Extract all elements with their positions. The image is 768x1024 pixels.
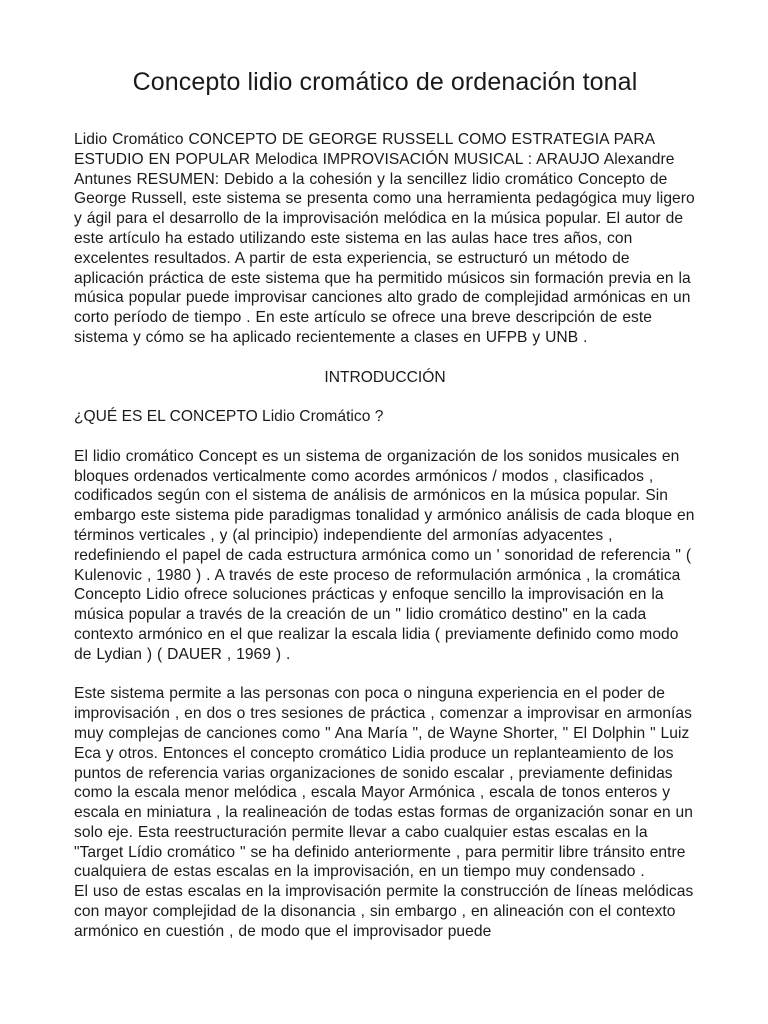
spacer — [74, 427, 696, 447]
body-paragraph-3: El uso de estas escalas en la improvisación permite la construcción de líneas melódicas con mayor complejidad de la disonancia , sin embargo , en alineación con el contexto armónico en cuestión , de modo que el improvisador puede — [74, 883, 694, 940]
body-paragraph-2: Este sistema permite a las personas con poca o ninguna experiencia en el poder de improvisación , en dos o tres sesiones de práctica , comenzar a improvisar en armonías muy complejas de canciones como " Ana María ", de Wayne Shorter, " El Dolphin " Luiz Eca y otros. Entonces el concepto cromático Lidia produce un replanteamiento de los puntos de referencia varias organizaciones de sonido escalar , previamente definidas como la escala menor melódica , escala Mayor Armónica , escala de tonos enteros y escala en miniatura , la realineación de todas estas formas de organización sonar en un solo eje. Esta reestructuración permite llevar a cabo cualquier estas escalas en la "Target Lídio cromático " se ha definido anteriormente , para permitir libre tránsito entre cualquiera de estas escalas en la improvisación, en un tiempo muy condensado . — [74, 685, 694, 881]
spacer — [74, 387, 696, 407]
abstract-paragraph: Lidio Cromático CONCEPTO DE GEORGE RUSSELL COMO ESTRATEGIA PARA ESTUDIO EN POPULAR Melodica IMPROVISACIÓN MUSICAL : ARAUJO Alexandre Antunes RESUMEN: Debido a la cohesión y la sencillez lidio cromático Concepto de George Russell, este sistema se presenta como una herramienta pedagógica muy ligero y ágil para el desarrollo de la improvisación melódica en la música popular. El autor de este artículo ha estado utilizando este sistema en las aulas hace tres años, con excelentes resultados. A partir de esta experiencia, se estructuró un método de aplicación práctica de este sistema que ha permitido músicos sin formación previa en la música popular puede improvisar canciones alto grado de complejidad armónicas en un corto período de tiempo . En este artículo se ofrece una breve descripción de este sistema y cómo se ha aplicado recientemente a clases en UFPB y UNB . — [74, 131, 695, 346]
section-heading: INTRODUCCIÓN — [324, 368, 446, 386]
document-title: Concepto lidio cromático de ordenación tonal — [132, 68, 638, 96]
spacer — [74, 665, 696, 685]
spacer — [74, 348, 696, 368]
question-heading: ¿QUÉ ES EL CONCEPTO Lidio Cromático ? — [74, 408, 384, 426]
body-paragraph-1: El lidio cromático Concept es un sistema de organización de los sonidos musicales en bloques ordenados verticalmente como acordes armónicos / modos , clasificados , codificados según con el sistema de análisis de armónicos en la música popular. Sin embargo este sistema pide paradigmas tonalidad y armónico análisis de cada bloque en términos verticales , y (al principio) independiente del armonías adyacentes , redefiniendo el papel de cada estructura armónica como un ' sonoridad de referencia " ( Kulenovic , 1980 ) . A través de este proceso de reformulación armónica , la cromática Concepto Lidio ofrece soluciones prácticas y enfoque sencillo la improvisación en la música popular a través de la creación de un " lidio cromático destino" en la cada contexto armónico en el que realizar la escala lidia ( previamente definido como modo de Lydian ) ( DAUER , 1969 ) . — [74, 447, 695, 663]
